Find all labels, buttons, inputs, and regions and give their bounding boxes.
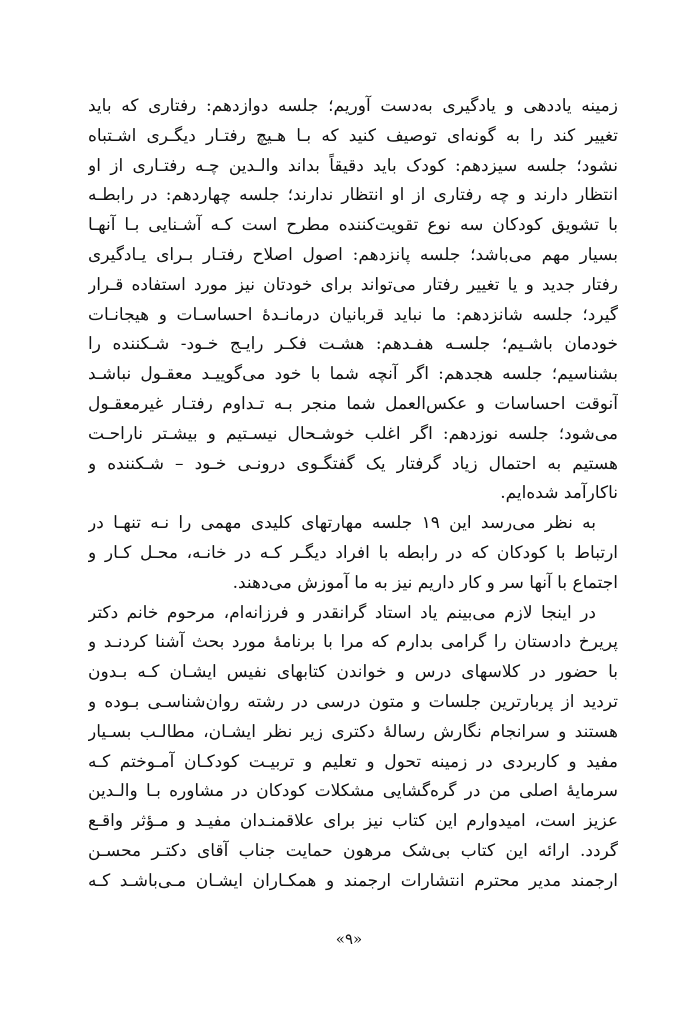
text-line: در اینجا لازم می‌بینم یاد استاد گرانقدر و فرزانه‌ام، مرحوم خانم دکتر — [88, 602, 596, 623]
text-line: نشود؛ جلسه سیزدهم: کودک باید دقیقاً بداند والـدین چـه رفتـاری از او — [88, 155, 618, 176]
text-line: ارتباط با کودکان که در رابطه با افراد دیگـر کـه در خانـه، محـل کـار و — [88, 542, 618, 563]
text-line: انتظار دارند و چه رفتاری از او انتظار ندارند؛ جلسه چهاردهم: در رابطـه — [88, 185, 618, 206]
text-line: هستند و سرانجام نگارش رسالهٔ دکتری زیر نظر ایشـان، مطالـب بسـیار — [88, 721, 618, 742]
text-line: هستیم به احتمال زیاد گرفتار یک گفتگـوی درونـی خـود – شـکننده و — [88, 453, 618, 474]
text-line: اجتماع با آنها سر و کار داریم نیز به ما آموزش می‌دهند. — [232, 572, 618, 593]
text-line: بسیار مهم می‌باشد؛ جلسه پانزدهم: اصول اصلاح رفتـار بـرای یـادگیری — [88, 244, 618, 265]
text-line: آنوقت احساسات و عکس‌العمل شما منجر بـه تـداوم رفتـار غیرمعقـول — [88, 393, 618, 414]
text-line: عزیز است، امیدوارم این کتاب نیز برای علاقمنـدان مفیـد و مـؤثر واقـع — [88, 811, 618, 832]
text-line: با حضور در کلاسهای درس و خواندن کتابهای نفیس ایشـان کـه بـدون — [88, 662, 618, 683]
text-line: مفید و کاربردی در زمینه تحول و تعلیم و تربیـت کودکـان آمـوختم کـه — [88, 751, 618, 772]
text-line: پریرخ دادستان را گرامی بدارم که مرا با برنامهٔ مورد بحث آشنا کردنـد و — [88, 632, 618, 653]
text-line: گردد. ارائه این کتاب بی‌شک مرهون حمایت جناب آقای دکتـر محسـن — [88, 840, 618, 861]
text-line: خودمان باشـیم؛ جلسـه هفـدهم: هشـت فکـر رایـج خـود- شـکننده را — [88, 334, 618, 355]
text-line: رفتار جدید و یا تغییر رفتار می‌تواند برای خودتان نیز مورد استفاده قـرار — [88, 274, 618, 295]
text-line: زمینه یاددهی و یادگیری به‌دست آوریم؛ جلسه دوازدهم: رفتاری که باید — [88, 96, 618, 116]
text-line: به نظر می‌رسد این ۱۹ جلسه مهارتهای کلیدی مهمی را نـه تنهـا در — [88, 513, 596, 534]
page-number: «۹» — [335, 930, 363, 948]
body-text — [88, 92, 618, 897]
text-line: سرمایهٔ اصلی من در گره‌گشایی مشکلات کودکان در مشاوره بـا والـدین — [88, 781, 618, 802]
paragraph — [88, 509, 618, 598]
text-line: تردید از پربارترین جلسات و متون درسی در رشته روان‌شناسـی بـوده و — [88, 691, 618, 712]
text-line: ارجمند مدیر محترم انتشارات ارجمند و همکـاران ایشـان مـی‌باشـد کـه — [88, 870, 618, 891]
text-line: با تشویق کودکان سه نوع تقویت‌کننده مطرح است کـه آشـنایی بـا آنهـا — [88, 215, 618, 236]
paragraph — [88, 599, 618, 897]
text-line: بشناسیم؛ جلسه هجدهم: اگر آنچه شما با خود می‌گوییـد معقـول نباشـد — [88, 364, 618, 385]
text-line: تغییر کند را به گونه‌ای توصیف کنید که بـا هـیچ رفتـار دیگـری اشـتباه — [88, 125, 618, 146]
text-line: می‌شود؛ جلسه نوزدهم: اگر اغلب خوشـحال نیسـتیم و بیشـتر ناراحـت — [88, 423, 618, 444]
paragraph — [88, 92, 618, 509]
text-line: ناکارآمد شده‌ایم. — [500, 483, 618, 504]
text-line: گیرد؛ جلسه شانزدهم: ما نباید قربانیان درمانـدهٔ احساسـات و هیجانـات — [88, 304, 618, 325]
